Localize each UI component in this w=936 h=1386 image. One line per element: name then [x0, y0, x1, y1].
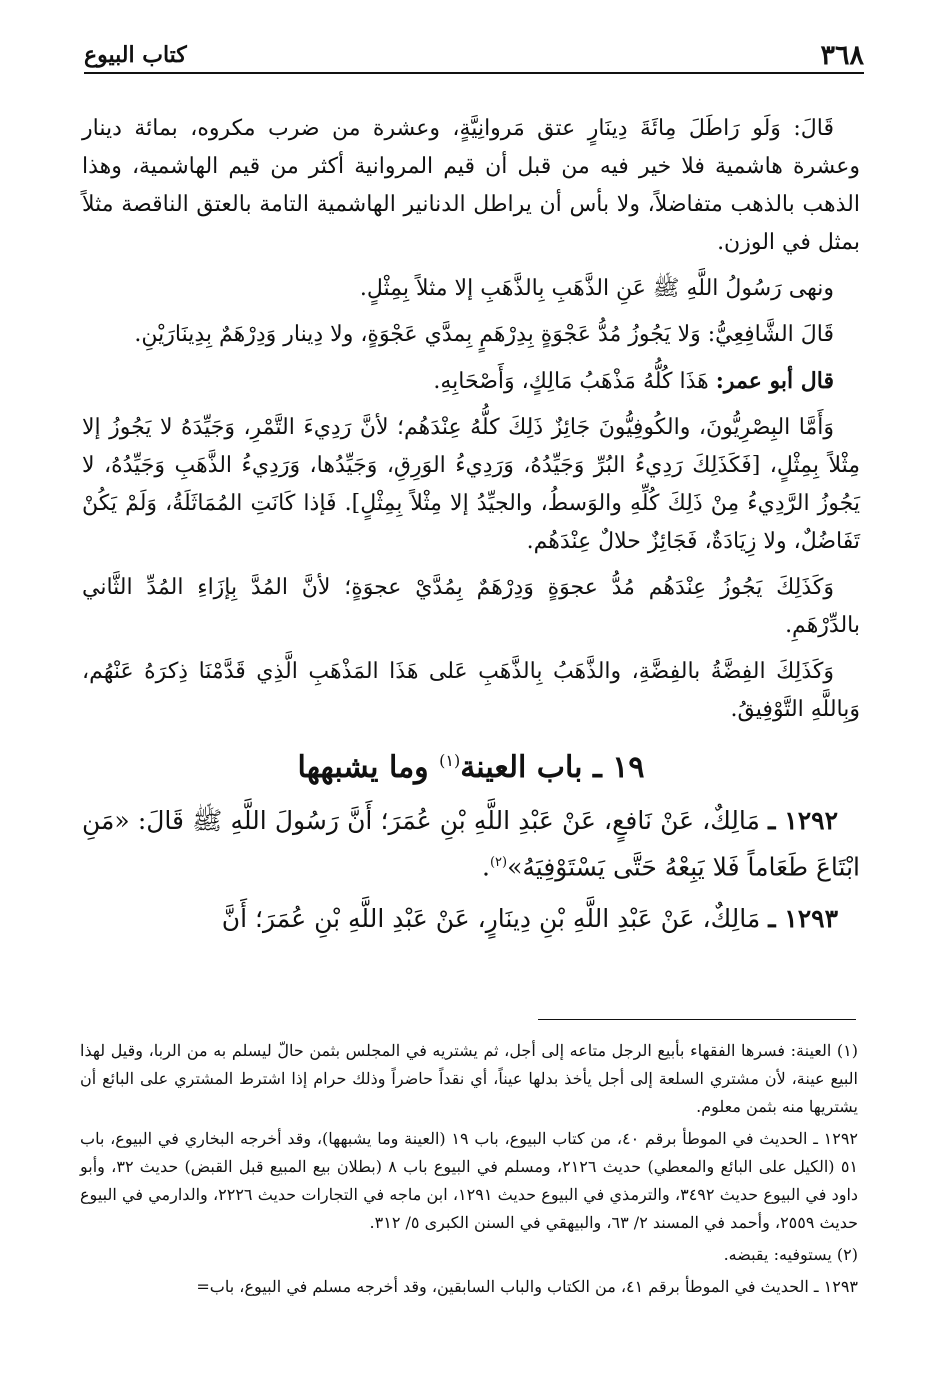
footnote-1292: ١٢٩٢ ـ الحديث في الموطأ برقم ٤٠، من كتاب البيوع، باب ١٩ (العينة وما يشبهها)، وقد أخرجه البخاري في البيوع، باب ٥١ (الكيل على البائع والمعطي) حديث ٢١٢٦، ومسلم في البيوع باب ٨ (بطلان بيع المبيع قبل القبض) حديث ٣٢، وأبو داود في البيوع حديث ٣٤٩٢، والترمذي في البيوع حديث ١٢٩١، ابن ماجه في التجارات حديث ٢٢٢٦، والدارمي في البيوع حديث ٢٥٥٩، وأحمد في المسند ٢/ ٦٣، والبيهقي في السنن الكبرى ٥/ ٣١٢.: [80, 1129, 859, 1232]
book-title: كتاب البيوع: [84, 42, 187, 68]
paragraph-silver-gold: وَكَذَلِكَ الفِضَّةُ بالفِضَّةِ، والذَّهَبُ بِالذَّهَبِ عَلى هَذَا المَذْهَبِ الَّذِي قَدَّمْنَا ذِكرَهُ عَنْهُم، وَبِاللَّهِ التَّوْفِيقُ.: [82, 659, 860, 722]
chapter-footnote-ref: (١): [439, 751, 461, 770]
hadith-text-1293: مَالِكٌ، عَنْ عَبْدِ اللَّهِ بْنِ دِينَارٍ، عَنْ عَبْدِ اللَّهِ بْنِ عُمَرَ؛ أَنَّ: [221, 904, 769, 934]
footnote-1: (١) العينة: فسرها الفقهاء بأبيع الرجل متاعه إلى أجل، ثم يشتريه في المجلس بثمن حالّ ليسلم به من الربا، وقيل لهذا البيع عينة، لأن مشتري السلعة إلى أجل يأخذ بدلها عيناً، أي نقداً حاضراً وذلك حرام إذا اشترط المشتري على البائع أن يشتريها منه بثمن معلوم.: [80, 1041, 858, 1116]
footnotes: [80, 1037, 858, 1305]
abu-umar-text: هَذَا كُلُّهُ مَذْهَبُ مَالِكٍ، وَأَصْحَابِهِ.: [433, 369, 709, 394]
footnote-2: (٢) يستوفيه: يقبضه.: [723, 1245, 858, 1264]
hadith-number-1293: ١٢٩٣ ـ: [768, 904, 838, 934]
paragraph-malik-ratl: قَالَ: وَلَو رَاطَلَ مِائَةَ دِينَارٍ عتق مَروانِيَّةٍ، وعشرة من ضرب مكروه، بمائة دينار وعشرة هاشمية فلا خير فيه من قبل أن قيم المروانية أكثر من قيم الهاشمية، وهذا الذهب بالذهب متفاضلاً، ولا بأس أن يراطل الدنانير الهاشمية التامة بالعتق الناقصة مثلاً بمثل في الوزن.: [82, 116, 860, 255]
hadith-1292-footnote-ref: (٢): [489, 855, 508, 870]
footnote-separator: [538, 1019, 856, 1020]
paragraph-mudd-ajwa: وَكَذَلِكَ يَجُوزُ عِنْدَهُم مُدُّ عجوَةٍ وَدِرْهَمٌ بِمُدَّيْ عجوَةٍ؛ لأنَّ المُدَّ بِإزَاءِ المُدِّ الثَّاني بالدِّرْهَمِ.: [82, 575, 860, 638]
hadith-1292-end: .: [482, 852, 490, 882]
paragraph-shafii: قَالَ الشَّافِعِيُّ: وَلا يَجُوزُ مُدُّ عَجْوَةٍ بِدِرْهَمٍ بِمدَّي عَجْوَةٍ، ولا دِينار وَدِرْهَمٌ بِدِينَارَيْنِ.: [134, 322, 834, 347]
chapter-heading: [82, 737, 860, 792]
chapter-title-part1: ١٩ ـ باب العينة: [460, 750, 645, 785]
running-header: [84, 38, 864, 74]
hadith-1292: [82, 800, 860, 888]
hadith-1293: [82, 898, 860, 940]
hadith-number-1292: ١٢٩٢ ـ: [768, 806, 838, 835]
hadith-text-1292: مَالِكٌ، عَنْ نَافعٍ، عَنْ عَبْدِ اللَّهِ بْنِ عُمَرَ؛ أَنَّ رَسُولَ اللَّهِ ﷺ قَالَ: «مَنِ ابْتَاعَ طَعَاماً فَلا يَبِعْهُ حَتَّى يَسْتَوْفِيَهُ»: [82, 806, 860, 882]
paragraph-abu-umar: [82, 362, 860, 401]
chapter-title-part2: وما يشبهها: [297, 750, 440, 785]
speaker-abu-umar: قال أبو عمر:: [715, 368, 834, 394]
paragraph-basrans-kufans: وَأَمَّا البِصْرِيُّونَ، والكُوفِيُّونَ جَائِزٌ ذَلِكَ كلُّهُ عِنْدَهُم؛ لأنَّ رَدِيءَ التَّمْرِ، وَجَيِّدَهُ لا يَجُوزُ إلا مِثْلاً بِمِثْلٍ، [فَكَذَلِكَ رَدِيءُ البُرِّ وَجَيِّدُهُ، وَرَدِيءُ الوَرِقِ، وَجَيِّدُها، وَرَدِيءُ الذَّهَبِ وَجَيِّدُهُ، لا يَجُوزُ الرَّدِيءُ مِنْ ذَلِكَ كُلِّهِ والوَسطُ، والجيِّدُ إلا مِثْلاً بِمِثْلٍ]. فَإذا كَانَتِ المُمَاثَلَةُ، وَلَمْ يَكُنْ تَفَاضُلٌ، ولا زِيَادَةٌ، فَجَائِزٌ حلالٌ عِنْدَهُم.: [82, 415, 860, 554]
footnote-1293: ١٢٩٣ ـ الحديث في الموطأ برقم ٤١، من الكتاب والباب السابقين، وقد أخرجه مسلم في البيوع، باب=: [196, 1277, 858, 1296]
page-number: ٣٦٨: [820, 40, 864, 71]
paragraph-prophet-prohibition: ونهى رَسُولُ اللَّهِ ﷺ عَنِ الذَّهَبِ بِالذَّهَبِ إلا مثلاً بِمِثْلٍ.: [359, 276, 834, 301]
main-text: [82, 110, 860, 950]
